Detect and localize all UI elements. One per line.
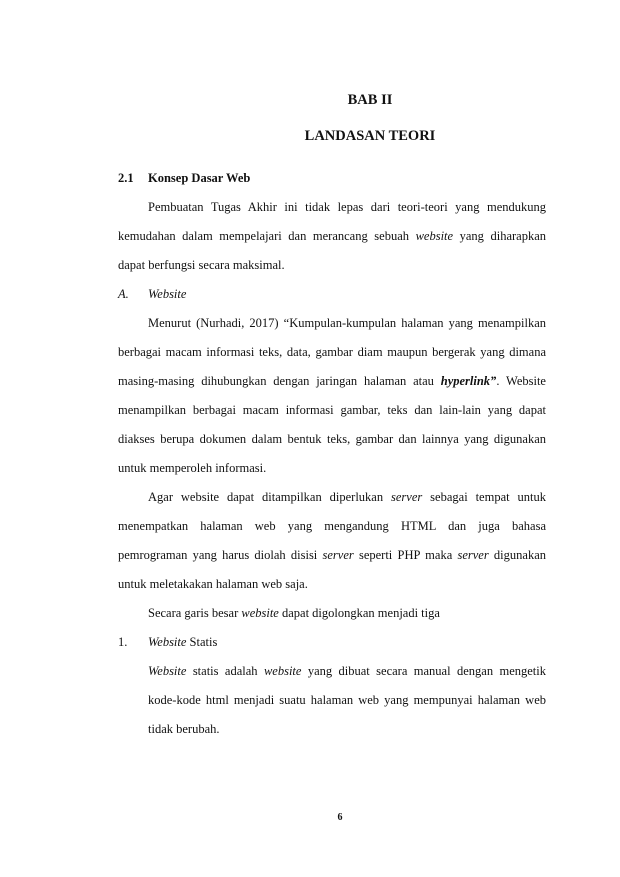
paragraph-line: untuk memperoleh informasi.: [118, 461, 267, 475]
subsection-title: Website: [148, 287, 187, 301]
paragraph-line: dapat berfungsi secara maksimal.: [118, 258, 285, 272]
list-item-title: Website Statis: [148, 635, 218, 649]
section-title: Konsep Dasar Web: [148, 171, 251, 185]
page-number: 6: [337, 812, 343, 823]
paragraph-line: Website statis adalah website yang dibuat secara manual dengan mengetik: [148, 664, 546, 678]
subsection-label: A.: [118, 287, 129, 301]
paragraph-line: pemrograman yang harus diolah disisi server seperti PHP maka server digunakan: [118, 548, 547, 562]
paragraph-line: menampilkan berbagai macam informasi gambar, teks dan lain-lain yang dapat: [118, 403, 546, 417]
paragraph-line: Menurut (Nurhadi, 2017) “Kumpulan-kumpulan halaman yang menampilkan: [148, 316, 546, 330]
paragraph-line: kode-kode html menjadi suatu halaman web yang mempunyai halaman web: [148, 693, 546, 707]
chapter-heading: BAB II: [347, 92, 393, 108]
paragraph-line: Pembuatan Tugas Akhir ini tidak lepas dari teori-teori yang mendukung: [148, 200, 546, 214]
list-item-number: 1.: [118, 635, 128, 649]
paragraph-line: diakses berupa dokumen dalam bentuk teks, gambar dan lainnya yang digunakan: [118, 432, 546, 446]
section-number: 2.1: [118, 171, 134, 185]
paragraph-line: masing-masing dihubungkan dengan jaringan halaman atau hyperlink”. Website: [118, 374, 546, 388]
paragraph-line: Agar website dapat ditampilkan diperlukan server sebagai tempat untuk: [148, 490, 546, 504]
paragraph-line: Secara garis besar website dapat digolongkan menjadi tiga: [148, 606, 440, 620]
paragraph-line: untuk meletakakan halaman web saja.: [118, 577, 308, 591]
paragraph-line: berbagai macam informasi teks, data, gambar diam maupun bergerak yang dimana: [118, 345, 546, 359]
paragraph-line: kemudahan dalam mempelajari dan merancang sebuah website yang diharapkan: [118, 229, 547, 243]
chapter-title: LANDASAN TEORI: [304, 128, 436, 144]
paragraph-line: tidak berubah.: [148, 722, 220, 736]
paragraph-line: menempatkan halaman web yang mengandung HTML dan juga bahasa: [118, 519, 546, 533]
